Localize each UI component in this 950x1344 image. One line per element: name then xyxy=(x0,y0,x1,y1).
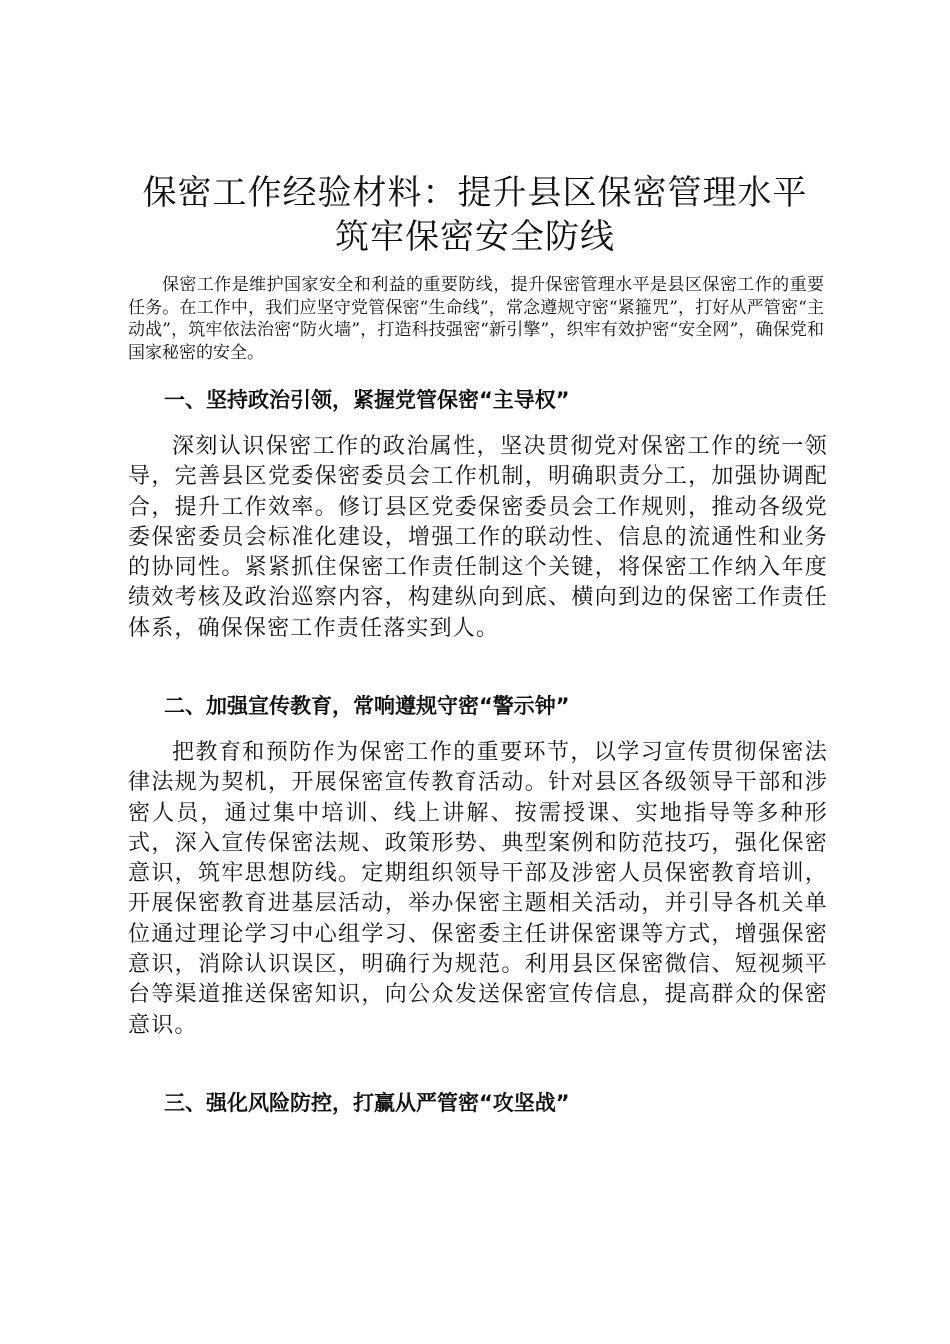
section-heading-3: 三、强化风险防控，打赢从严管密“攻坚战” xyxy=(164,1091,570,1115)
document-title-line-1: 保密工作经验材料：提升县区保密管理水平 xyxy=(142,173,808,213)
intro-paragraph: 保密工作是维护国家安全和利益的重要防线，提升保密管理水平是县区保密工作的重要任务。在工作中，我们应坚守党管保密“生命线”，常念遵规守密“紧箍咒”，打好从严管密“主动战”，筑牢依法治密“防火墙”，打造科技强密“新引擎”，织牢有效护密“安全网”，确保党和国家秘密的安全。 xyxy=(128,275,824,363)
section-body-2: 把教育和预防作为保密工作的重要环节，以学习宣传贯彻保密法律法规为契机，开展保密宣传教育活动。针对县区各级领导干部和涉密人员，通过集中培训、线上讲解、按需授课、实地指导等多种形式，深入宣传保密法规、政策形势、典型案例和防范技巧，强化保密意识，筑牢思想防线。定期组织领导干部及涉密人员保密教育培训，开展保密教育进基层活动，举办保密主题相关活动，并引导各机关单位通过理论学习中心组学习、保密委主任讲保密课等方式，增强保密意识，消除认识误区，明确行为规范。利用县区保密微信、短视频平台等渠道推送保密知识，向公众发送保密宣传信息，提高群众的保密意识。 xyxy=(128,740,828,1038)
section-heading-1: 一、坚持政治引领，紧握党管保密“主导权” xyxy=(164,388,570,412)
section-body-1: 深刻认识保密工作的政治属性，坚决贯彻党对保密工作的统一领导，完善县区党委保密委员会工作机制，明确职责分工，加强协调配合，提升工作效率。修订县区党委保密委员会工作规则，推动各级党委保密委员会标准化建设，增强工作的联动性、信息的流通性和业务的协同性。紧紧抓住保密工作责任制这个关键，将保密工作纳入年度绩效考核及政治巡察内容，构建纵向到底、横向到边的保密工作责任体系，确保保密工作责任落实到人。 xyxy=(128,434,828,641)
document-title-line-2: 筑牢保密安全防线 xyxy=(335,217,615,257)
section-heading-2: 二、加强宣传教育，常响遵规守密“警示钟” xyxy=(164,694,570,718)
